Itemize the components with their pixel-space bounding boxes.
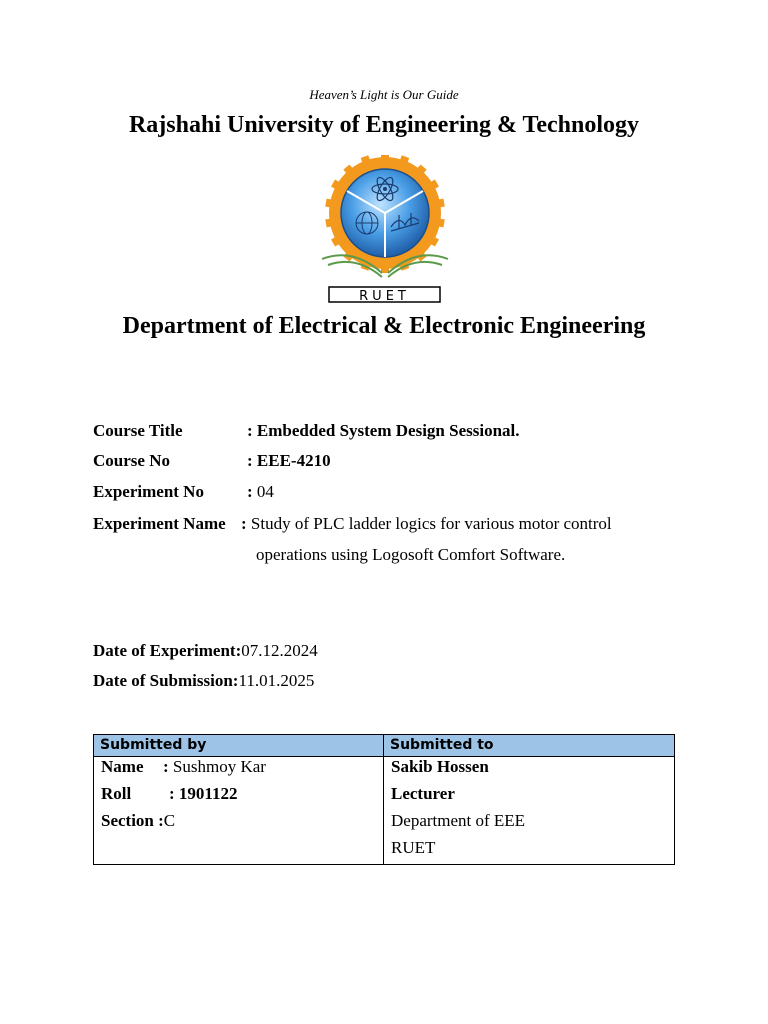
date-of-submission-row [93, 671, 314, 691]
submitted-by-header: Submitted by [94, 735, 384, 756]
submitted-to-header: Submitted to [390, 737, 494, 753]
course-no-value: : EEE-4210 [247, 451, 331, 470]
experiment-no-value: 04 [252, 482, 274, 501]
university-title: Rajshahi University of Engineering & Technology [128, 112, 640, 138]
submission-table [93, 734, 675, 865]
experiment-name-label: Experiment Name [93, 514, 226, 533]
submitted-to-cell [384, 757, 674, 864]
experiment-name-line2: operations using Logosoft Comfort Software. [256, 545, 566, 564]
ruet-logo [318, 155, 452, 305]
teacher-department: Department of EEE [391, 811, 526, 830]
roll-line [101, 784, 383, 811]
roll-value: : 1901122 [169, 784, 238, 803]
name-line [101, 757, 383, 784]
date-of-experiment-row [93, 641, 318, 661]
course-no-row [93, 451, 331, 471]
roll-label: Roll [101, 784, 132, 803]
date-of-experiment-value: 07.12.2024 [241, 641, 318, 660]
experiment-name-line1: Study of PLC ladder logics for various motor control [246, 514, 612, 533]
section-line [101, 811, 383, 838]
teacher-designation: Lecturer [391, 784, 455, 803]
date-of-experiment-label: Date of Experiment: [93, 641, 242, 660]
submitted-by-cell [94, 757, 384, 864]
course-title-label: Course Title [93, 421, 183, 440]
name-sep: : [163, 757, 169, 776]
logo-text: RUET [359, 289, 410, 304]
table-body [94, 757, 674, 864]
experiment-name-row [93, 514, 612, 534]
section-value: C [163, 811, 176, 830]
experiment-name-sep: : [241, 514, 247, 533]
teacher-institution: RUET [391, 838, 436, 857]
teacher-name: Sakib Hossen [391, 757, 489, 776]
course-no-label: Course No [93, 451, 170, 470]
experiment-no-row [93, 482, 274, 502]
course-title-value: : Embedded System Design Sessional. [247, 421, 520, 440]
section-label: Section : [101, 811, 164, 830]
table-header [94, 735, 674, 757]
course-title-row [93, 421, 520, 441]
date-of-submission-label: Date of Submission: [93, 671, 239, 690]
experiment-no-sep: : [247, 482, 253, 501]
date-of-submission-value: 11.01.2025 [238, 671, 315, 690]
motto: Heaven’s Light is Our Guide [309, 87, 459, 102]
name-label: Name [101, 757, 144, 776]
name-value: Sushmoy Kar [168, 757, 266, 776]
experiment-no-label: Experiment No [93, 482, 204, 501]
department-title: Department of Electrical & Electronic Engineering [122, 313, 646, 339]
